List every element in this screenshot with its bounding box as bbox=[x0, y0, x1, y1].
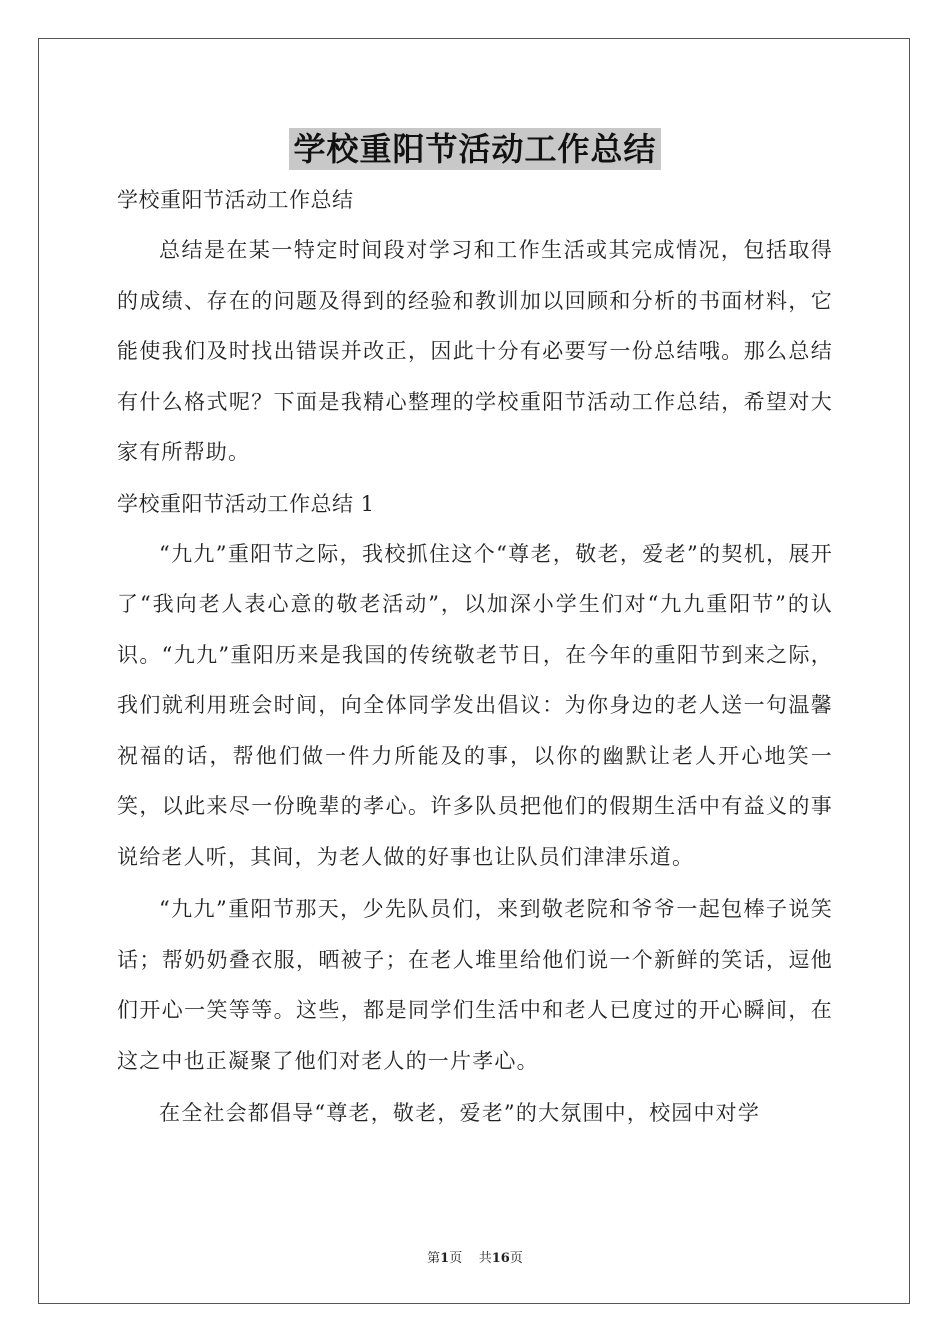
total-suffix: 页 bbox=[509, 1251, 523, 1266]
total-pages: 16 bbox=[491, 1251, 510, 1266]
section-heading: 学校重阳节活动工作总结 1 bbox=[117, 491, 375, 516]
page-suffix: 页 bbox=[449, 1251, 463, 1266]
title-container bbox=[0, 128, 950, 170]
page-footer bbox=[0, 1247, 950, 1266]
intro-paragraph: 总结是在某一特定时间段对学习和工作生活或其完成情况，包括取得的成绩、存在的问题及得到的经验和教训加以回顾和分析的书面材料，它能使我们及时找出错误并改正，因此十分有必要写一份总结哦。那么总结有什么格式呢？下面是我精心整理的学校重阳节活动工作总结，希望对大家有所帮助。 bbox=[117, 238, 833, 464]
document-body bbox=[117, 180, 833, 1139]
body-paragraph: “九九”重阳节之际，我校抓住这个“尊老，敬老，爱老”的契机，展开了“我向老人表心意的敬老活动”，以加深小学生们对“九九重阳节”的认识。“九九”重阳历来是我国的传统敬老节日，在今年的重阳节到来之际，我们就利用班会时间，向全体同学发出倡议：为你身边的老人送一句温馨祝福的话，帮他们做一件力所能及的事，以你的幽默让老人开心地笑一笑，以此来尽一份晚辈的孝心。许多队员把他们的假期生活中有益义的事说给老人听，其间，为老人做的好事也让队员们津津乐道。 bbox=[117, 541, 833, 869]
page-prefix: 第 bbox=[427, 1251, 441, 1266]
document-subtitle: 学校重阳节活动工作总结 bbox=[117, 188, 354, 212]
document-title: 学校重阳节活动工作总结 bbox=[289, 128, 660, 170]
body-paragraph: 在全社会都倡导“尊老，敬老，爱老”的大氛围中，校园中对学 bbox=[159, 1101, 761, 1125]
total-prefix: 共 bbox=[478, 1251, 492, 1266]
body-paragraph: “九九”重阳节那天，少先队员们，来到敬老院和爷爷一起包棒子说笑话；帮奶奶叠衣服，晒被子；在老人堆里给他们说一个新鲜的笑话，逗他们开心一笑等等。这些，都是同学们生活中和老人已度过的开心瞬间，在这之中也正凝聚了他们对老人的一片孝心。 bbox=[117, 897, 833, 1073]
page-number: 1 bbox=[440, 1251, 450, 1266]
